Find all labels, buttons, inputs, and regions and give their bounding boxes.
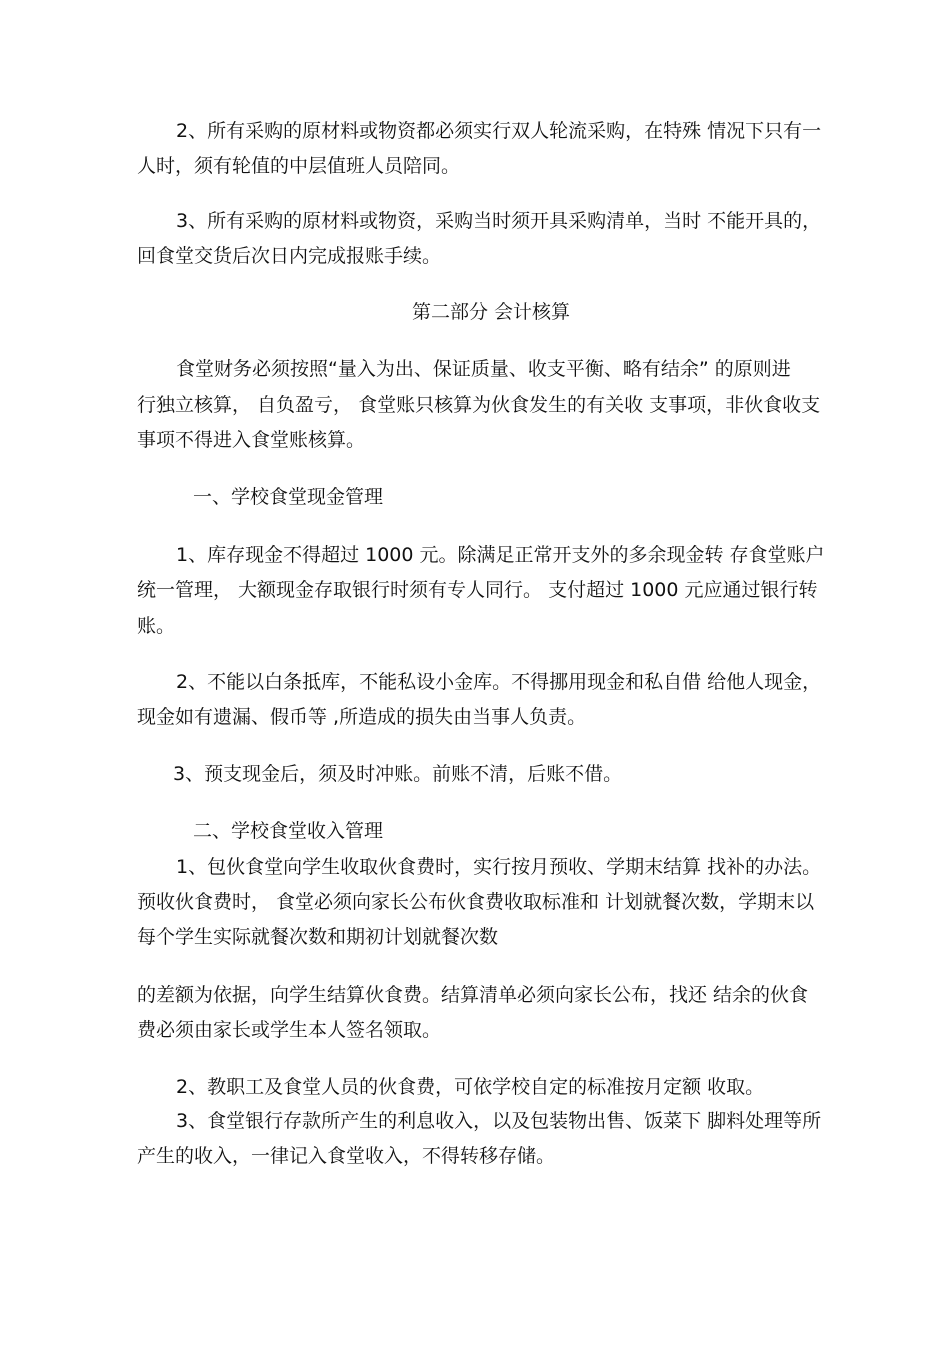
paragraph-p9-line-1: 2、教职工及食堂人员的伙食费，可依学校自定的标准按月定额 收取。: [176, 1076, 765, 1098]
paragraph-p5-line-1: 2、不能以白条抵库，不能私设小金库。不得挪用现金和私自借 给他人现金，: [176, 671, 822, 693]
paragraph-p7-line-3: 每个学生实际就餐次数和期初计划就餐次数: [137, 926, 499, 948]
paragraph-p3-line-1: 食堂财务必须按照“量入为出、保证质量、收支平衡、略有结余” 的原则进: [176, 358, 791, 380]
paragraph-p10-line-1: 3、食堂银行存款所产生的利息收入，以及包装物出售、饭菜下 脚料处理等所: [176, 1110, 822, 1132]
paragraph-p2-line-1: 3、所有采购的原材料或物资，采购当时须开具采购清单，当时 不能开具的，: [176, 210, 822, 232]
paragraph-p6-line-1: 3、预支现金后，须及时冲账。前账不清，后账不借。: [173, 763, 623, 785]
paragraph-p1-line-2: 人时，须有轮值的中层值班人员陪同。: [137, 155, 461, 177]
paragraph-p8-line-1: 的差额为依据，向学生结算伙食费。结算清单必须向家长公布，找还 结余的伙食: [137, 984, 809, 1006]
paragraph-p5-line-2: 现金如有遗漏、假币等 ,所造成的损失由当事人负责。: [137, 706, 587, 728]
paragraph-p3-line-2: 行独立核算， 自负盈亏， 食堂账只核算为伙食发生的有关收 支事项，非伙食收支: [137, 394, 821, 416]
paragraph-p2-line-2: 回食堂交货后次日内完成报账手续。: [137, 245, 442, 267]
paragraph-p1-line-1: 2、所有采购的原材料或物资都必须实行双人轮流采购，在特殊 情况下只有一: [176, 120, 822, 142]
subsection-heading-cash: 一、学校食堂现金管理: [193, 486, 384, 508]
paragraph-p3-line-3: 事项不得进入食堂账核算。: [137, 429, 366, 451]
paragraph-p10-line-2: 产生的收入，一律记入食堂收入，不得转移存储。: [137, 1145, 556, 1167]
section-title: 第二部分 会计核算: [412, 301, 571, 323]
paragraph-p8-line-2: 费必须由家长或学生本人签名领取。: [137, 1019, 442, 1041]
subsection-heading-income: 二、学校食堂收入管理: [193, 820, 384, 842]
paragraph-p4-line-3: 账。: [137, 615, 176, 637]
paragraph-p7-line-2: 预收伙食费时， 食堂必须向家长公布伙食费收取标准和 计划就餐次数，学期末以: [137, 891, 815, 913]
paragraph-p7-line-1: 1、包伙食堂向学生收取伙食费时，实行按月预收、学期末结算 找补的办法。: [176, 856, 822, 878]
paragraph-p4-line-2: 统一管理， 大额现金存取银行时须有专人同行。 支付超过 1000 元应通过银行转: [137, 579, 818, 601]
paragraph-p4-line-1: 1、库存现金不得超过 1000 元。除满足正常开支外的多余现金转 存食堂账户: [176, 544, 825, 566]
